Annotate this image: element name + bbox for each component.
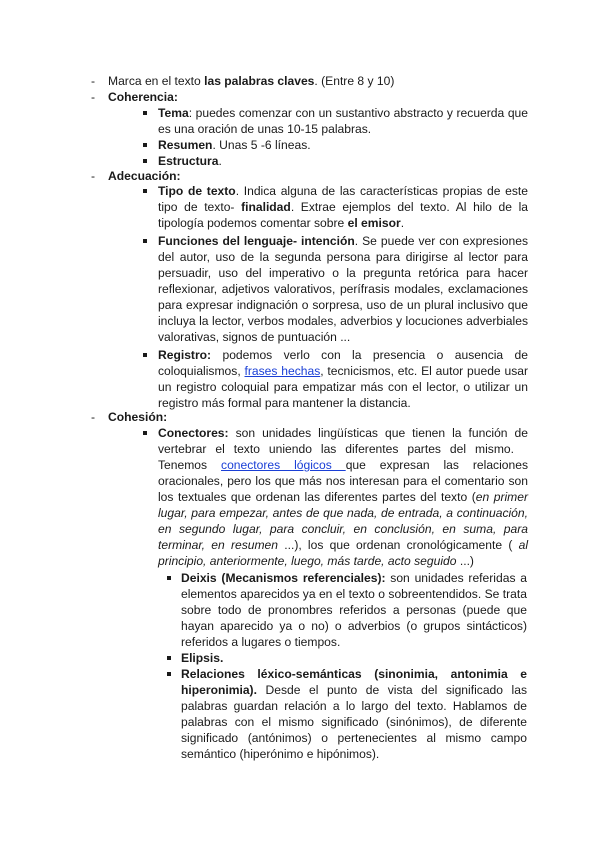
relaciones-label: Relaciones léxico-semánticas (sinonimia, antonimia e (181, 667, 527, 681)
funciones-line-6: incluya la lector, verbos modales, adverbios y locuciones adverbiales (158, 314, 528, 328)
resumen-label: Resumen (158, 138, 213, 152)
tipo-line-2 (158, 199, 528, 215)
tema-line-1 (158, 105, 528, 121)
square-bullet (143, 143, 147, 147)
tipo-l3-post: . (400, 216, 405, 230)
conectores-line-8 (158, 537, 528, 553)
deixis-line-2: elementos aparecidos ya en el texto o sobreentendidos. Se trata (181, 587, 527, 601)
funciones-line-3: persuadir, uso del imperativo o la pregunta retórica para hacer (158, 266, 528, 280)
conectores-l9-post: ...) (456, 554, 474, 568)
conectores-l5-pre: los textuales que ordenan las diferentes partes del texto ( (158, 490, 476, 504)
registro-text: podemos verlo con la presencia o ausencia de (211, 348, 528, 362)
conectores-line-4: oracionales, pero los que más nos interesan para el comentario son (158, 474, 528, 488)
square-bullet (167, 672, 171, 676)
deixis-line-3: sobre todo de pronombres referidos a personas (puede que (181, 603, 527, 617)
registro-l2-pre: coloquialismos, (158, 364, 245, 378)
elipsis-line (181, 650, 223, 666)
registro-line-1 (158, 347, 528, 363)
marca-post: . (Entre 8 y 10) (314, 74, 395, 88)
hiperonimia-bold: hiperonimia). (181, 683, 257, 697)
relaciones-line-6: semántico (hiperónimo e hipónimos). (181, 747, 380, 761)
finalidad-bold: finalidad (241, 200, 291, 214)
relaciones-line-1 (181, 666, 527, 682)
registro-line-3: un registro coloquial para empatizar más con el lector, o utilizar un (158, 380, 528, 394)
conectores-l8-italic: terminar, en resumen (158, 538, 279, 552)
resumen-line (158, 137, 311, 153)
tema-label: Tema (158, 106, 189, 120)
conectores-line-9 (158, 553, 474, 569)
registro-label: Registro: (158, 348, 212, 362)
relaciones-line-4: palabras con el mismo significado (sinónimos), de diferente (181, 715, 527, 729)
square-bullet (143, 239, 147, 243)
tipo-l2-post: . Extrae ejemplos del texto. Al hilo de la (290, 200, 528, 214)
funciones-line-1 (158, 233, 528, 249)
funciones-label: Funciones del lenguaje- intención (158, 234, 355, 248)
tipo-label: Tipo de texto (158, 184, 236, 198)
adecuacion-title: Adecuación: (108, 169, 181, 183)
estructura-text: . (218, 154, 222, 168)
square-bullet (143, 431, 147, 435)
square-bullet (167, 656, 171, 660)
conectores-l8-post: ...), los que ordenan cronológicamente ( (278, 538, 519, 552)
coherencia-heading (108, 89, 178, 105)
registro-line-4: registro más formal para mantener la distancia. (158, 396, 411, 410)
estructura-line (158, 153, 222, 169)
deixis-line-4: hayan aparecido ya o no) o adverbios (o grupos sintácticos) (181, 619, 527, 633)
square-bullet (143, 159, 147, 163)
resumen-text: . Unas 5 -6 líneas. (212, 138, 311, 152)
dash-bullet: - (91, 74, 96, 88)
tipo-l3-pre: tipología podemos comentar sobre (158, 216, 348, 230)
tipo-l2-pre: tipo de texto- (158, 200, 242, 214)
tipo-text: . Indica alguna de las características propias de este (235, 184, 528, 198)
emisor-bold: el emisor (347, 216, 401, 230)
square-bullet (143, 353, 147, 357)
conectores-l8-italic-2: al (518, 538, 529, 552)
conectores-line-6 (158, 505, 528, 521)
conectores-line-5 (158, 489, 528, 505)
relaciones-line-2 (181, 682, 527, 698)
dash-bullet: - (91, 410, 96, 424)
conectores-logicos-link[interactable]: conectores lógicos (221, 458, 346, 472)
adecuacion-heading (108, 168, 181, 184)
conectores-line-7 (158, 521, 528, 537)
conectores-l6-italic: lugar, para empezar, antes de que nada, de entrada, a continuación, (158, 506, 528, 520)
coherencia-title: Coherencia: (108, 90, 178, 104)
dash-bullet: - (91, 90, 96, 104)
frases-hechas-link[interactable]: frases hechas (244, 364, 321, 378)
conectores-l7-italic: en segundo lugar, para concluir, en conclusión, en suma, para (158, 522, 528, 536)
cohesion-heading (108, 409, 167, 425)
conectores-l3-pre: Tenemos (158, 458, 222, 472)
deixis-text: son unidades referidas a (385, 571, 527, 585)
conectores-label: Conectores: (158, 426, 229, 440)
conectores-line-2: vertebrar el texto uniendo las diferentes partes del mismo. (158, 442, 514, 456)
elipsis-label: Elipsis. (181, 651, 224, 665)
square-bullet (143, 189, 147, 193)
tipo-line-3 (158, 215, 404, 231)
square-bullet (143, 111, 147, 115)
marca-bold: las palabras claves (204, 74, 315, 88)
deixis-line-5: referidos a lugares o tiempos. (181, 635, 341, 649)
estructura-label: Estructura (158, 154, 219, 168)
funciones-text: . Se puede ver con expresiones (354, 234, 529, 248)
conectores-line-1 (158, 425, 528, 441)
marca-line (108, 73, 394, 89)
conectores-text: son unidades lingüísticas que tienen la función de (228, 426, 528, 440)
funciones-line-5: para expresar indignación o sorpresa, uso de un plural inclusivo que (158, 298, 528, 312)
marca-text: Marca en el texto (108, 74, 205, 88)
tema-line-2: es una oración de unas 10-15 palabras. (158, 122, 372, 136)
tema-text: : puedes comenzar con un sustantivo abstracto y recuerda que (188, 106, 528, 120)
conectores-l9-italic: principio, anteriormente, luego, más tarde, acto seguido (158, 554, 457, 568)
relaciones-l2-post: Desde el punto de vista del significado las (256, 683, 527, 697)
square-bullet (167, 576, 171, 580)
conectores-l3-post: que expresan las relaciones (345, 458, 528, 472)
dash-bullet: - (91, 169, 96, 183)
registro-l2-post: , tecnicismos, etc. El autor puede usar (320, 364, 528, 378)
funciones-line-4: reflexionar, adjetivos valorativos, perífrasis modales, exclamaciones (158, 282, 528, 296)
funciones-line-7: valorativas, signos de puntuación ... (158, 330, 351, 344)
conectores-l5-italic: en primer (475, 490, 528, 504)
relaciones-line-5: significado (antónimos) o pertenecientes al mismo campo (181, 731, 527, 745)
tipo-line-1 (158, 183, 528, 199)
relaciones-line-3: palabras guardan relación a lo largo del texto. Hablamos de (181, 699, 527, 713)
funciones-line-2: del autor, uso de la segunda persona para dirigirse al lector para (158, 250, 528, 264)
cohesion-title: Cohesión: (108, 410, 168, 424)
deixis-label: Deixis (Mecanismos referenciales): (181, 571, 386, 585)
conectores-line-3 (158, 457, 528, 473)
deixis-line-1 (181, 570, 527, 586)
registro-line-2 (158, 363, 528, 379)
